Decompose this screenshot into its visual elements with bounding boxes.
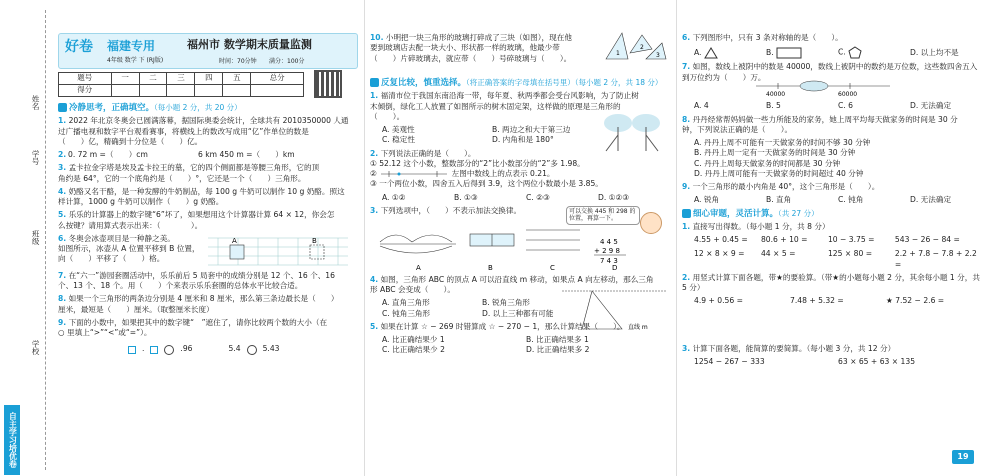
option[interactable]: D. 无法确定 [910, 195, 952, 205]
question-s2-1-options [382, 125, 602, 146]
exam-title: 福州市 数学期末质量监测 [187, 38, 312, 51]
compare-circle[interactable] [247, 345, 257, 355]
question-s2-3: 3. 下列选项中，（ ）不表示加法交换律。 可以交换 445 和 298 的位置，再算一下。 A B C D 4 4 5 + 2 9 8 7 4 3 [370, 206, 670, 272]
number-line-mini [379, 169, 449, 179]
section-1 [58, 100, 356, 358]
option[interactable]: D. 无法确定 [910, 101, 952, 111]
calc-item: 7.48 + 5.32 = [790, 296, 844, 306]
option[interactable]: C. 比正确结果少 2 [382, 345, 445, 355]
brand-logo: 好卷 [65, 39, 93, 55]
question-s2-2: 2. 下列说法正确的是（ ）。 ① 52.12 这个小数，整数部分的“2”比小数部分的“2”多 1.98。 ② 左图中数线上的点表示 0.21。 ③ 一个两位小数，四舍五入后得到 3.9，这个两位小数最小是 3.85。 [370, 148, 603, 189]
option[interactable]: C. 稳定性 [382, 135, 415, 145]
score-table-header-row [59, 73, 304, 85]
score-cell: 题号 [59, 73, 112, 85]
option[interactable]: A. 丹丹上周不可能有一天做家务的时间不够 30 分钟 [694, 138, 871, 147]
score-input[interactable] [167, 85, 195, 97]
svg-text:1: 1 [616, 50, 620, 57]
svg-text:+ 2 9 8: + 2 9 8 [594, 246, 620, 255]
question-7: 7. 在“六一”游园套圈活动中，乐乐前后 5 局套中的成绩分别是 12 个、16 个、16 个、13 个、18 个。用（ ）个来表示乐乐套圈的总体水平比较合适。 [58, 270, 335, 291]
score-cell: 总分 [251, 73, 304, 85]
score-cell: 五 [223, 73, 251, 85]
score-input[interactable] [251, 85, 304, 97]
option[interactable]: D. ①②③ [598, 192, 630, 202]
svg-text:直线 m: 直线 m [628, 323, 648, 331]
header-banner [58, 33, 358, 69]
exam-score: 满分：100分 [269, 58, 305, 65]
option[interactable]: D. 丹丹上周可能有一天做家务的时间超过 40 分钟 [694, 168, 864, 178]
section-2 [370, 75, 670, 359]
svg-text:2: 2 [640, 44, 644, 51]
section-icon [58, 103, 67, 112]
svg-text:4 4 5: 4 4 5 [600, 237, 618, 246]
calc-item: 80.6 + 10 = [760, 235, 808, 245]
binding-field-id: 学号 [31, 150, 41, 165]
score-input[interactable] [111, 85, 139, 97]
triangle-line-figure [562, 285, 666, 331]
column-right [682, 0, 982, 476]
score-input[interactable] [223, 85, 251, 97]
calc-item: 44 × 5 = [760, 249, 796, 259]
tree-support-figure [598, 113, 666, 153]
question-4: 4. 奶酪又名干酪，是一种发酵的牛奶制品，每 100 g 牛奶可以制作 10 g 奶酪。照这 样计算，1000 g 牛奶可以制作（ ）g 奶酪。 [58, 186, 345, 207]
page-number: 19 [952, 450, 974, 464]
column-divider [364, 0, 365, 476]
figure-label-a: A [416, 263, 421, 272]
figure-label-b: B [488, 263, 493, 272]
speech-bubble: 可以交换 445 和 298 的位置，再算一下。 [566, 206, 640, 225]
binding-strip [0, 0, 55, 476]
option[interactable]: B. 锐角三角形 [482, 298, 531, 308]
option[interactable]: B. 两边之和大于第三边 [492, 125, 571, 135]
calc-1-items [694, 235, 982, 270]
score-cell: 二 [139, 73, 167, 85]
calc-2: 2. 用竖式计算下面各题，带★的要验算。（带★的小题每小题 2 分，其余每小题 1 分，共 5 分） [682, 272, 980, 293]
calc-item: 12 × 8 × 9 = [694, 249, 745, 259]
option[interactable]: C. [838, 46, 910, 59]
grid-label-a: A [232, 236, 237, 245]
option[interactable]: D. 内角和是 180° [492, 135, 554, 145]
score-input[interactable] [195, 85, 223, 97]
hidden-digit-box [150, 346, 158, 354]
figure-label-c: C [550, 263, 555, 272]
score-cell: 四 [195, 73, 223, 85]
option[interactable]: D. 比正确结果多 2 [526, 345, 590, 355]
option[interactable]: D. 以上均不是 [910, 47, 959, 57]
score-cell: 三 [167, 73, 195, 85]
option[interactable]: A. 比正确结果少 1 [382, 335, 445, 345]
binding-field-class: 班级 [31, 230, 41, 245]
binding-field-school: 学校 [31, 340, 41, 355]
calc-3-items [694, 357, 982, 367]
question-8: 8. 如果一个三角形的两条边分别是 4 厘米和 8 厘米，那么第三条边最长是（ ） 厘米，最短是（ ）厘米。（取整厘米长度） [58, 294, 339, 314]
calc-item: 10 − 3.75 = [827, 235, 875, 245]
question-s2-6: 6. 下列图形中，只有 3 条对称轴的是（ ）。 A. B. C. D. 以上均不是 7. 如图，数线上被阴中的数是 40000，数线上被阴中的数约是万位数，这些数四舍五入到万位约为（ ）万。 40000 60000 A. 4 B. 5 C. 6 D. 无法确定 8. 丹丹经常帮妈妈做一些力所能及的家务，她上周平均每天做家务的时间是 30 分 钟，下列说法正确的是（ ）。 A. 丹丹上周不可能有一天做家务的时间不够 30 分钟 B. 丹丹上周一定有一天做家务的时间是 30 分钟 C. 丹丹上周每天做家务的时间都是 30 分钟 D. 丹丹上周可能有一天做家务的时间超过 40 分钟 9. 一个三角形的最小内角是 40°，这个三角形是（ ）。 A. 锐角 B. 直角 C. 钝角 D. 无法确定 细心审题，灵活计算。（共 27 分） 1. 直接写出得数。（每小题 1 分，共 8 分） 4.55 + 0.45 = 80.6 + 10 = 10 − 3.75 = 543 − 26 − 84 = 12 × 8 × 9 = 44 × 5 = 125 × 80 = 2.2 + 7.8 − 7.8 + 2.2 = 2. 用竖式计算下面各题，带★的要验算。（带★的小题每小题 2 分，其余每小题 1 分，共 5 分） 4.9 + 0.56 = 7.48 + 5.32 = ★ 7.52 − 2.6 = 3. 计算下面各题，能简算的要简算。（每小题 3 分，共 12 分） 1254 − 267 − 333 63 × 65 + 63 × 135 [682, 33, 982, 370]
score-table [58, 72, 304, 97]
compare-circle[interactable] [164, 345, 174, 355]
option[interactable]: A. [694, 47, 766, 59]
question-3: 3. 孟卡拉金字塔是埃及孟卡拉王的墓，它的四个侧面都是等腰三角形，它的顶 角约是 64°，它的一个底角约是（ ）°，它还是一个（ ）三角形。 [58, 163, 320, 183]
score-cell: 得分 [59, 85, 112, 97]
qr-code [314, 70, 342, 98]
edition-label: 福建专用 [107, 39, 156, 53]
question-s2-4: 4. 如图，三角形 ABC 的顶点 A 可以沿直线 m 移动，如果点 A 向左移动，那么三角 形 ABC 会变成（ ）。 直线 m [370, 275, 670, 296]
score-cell: 一 [111, 73, 139, 85]
number-line-figure [754, 74, 894, 96]
option[interactable]: C. 丹丹上周每天做家务的时间都是 30 分钟 [694, 158, 841, 168]
question-1: 1. 2022 年北京冬奥会已圆满落幕，据国际奥委会统计，全球共有 2010350000 人通 过广播电视和数字平台观看赛事，将横线上的数改写成用“亿”作单位的数是 （ ）亿，精确到十分位是（ ）亿。 [58, 116, 349, 146]
column-divider [676, 0, 677, 476]
svg-text:3: 3 [656, 52, 660, 59]
option[interactable]: C. ②③ [526, 192, 550, 202]
tick-label: 40000 [766, 91, 786, 97]
exam-time: 时间：70分钟 [219, 58, 257, 65]
section-2-title: 反复比较，慎重选择。（将正确答案的字母填在括号里）（每小题 2 分，共 18 分） [370, 78, 670, 89]
section-icon [370, 78, 379, 87]
question-s2-6-options [694, 46, 982, 59]
option[interactable]: B. 比正确结果多 1 [526, 335, 589, 345]
question-s2-8: 8. 丹丹经常帮妈妈做一些力所能及的家务，她上周平均每天做家务的时间是 30 分 钟，下列说法正确的是（ ）。 [682, 114, 958, 134]
option[interactable]: A. 美观性 [382, 125, 415, 135]
calc-2-workspace[interactable] [682, 310, 982, 344]
section-icon [682, 209, 691, 218]
question-10: 10. 小明把一块三角形的玻璃打碎成了三块（如图），现在他 要到玻璃店去配一块大小、形状都一样的玻璃，他最少带 （ ）片碎玻璃去，就应带（ ）号碎玻璃与（ ）。 1 2 3 [370, 33, 670, 67]
question-s2-2-options [382, 193, 670, 203]
column-middle [370, 0, 670, 476]
option[interactable]: C. 钝角三角形 [382, 308, 431, 318]
calc-1: 1. 直接写出得数。（每小题 1 分，共 8 分） [682, 221, 830, 231]
question-s2-5-options [382, 335, 670, 356]
tick-label: 60000 [838, 91, 858, 97]
question-s2-7-options [694, 101, 982, 111]
option[interactable]: A. ①② [382, 192, 406, 202]
option[interactable]: B. 丹丹上周一定有一天做家务的时间是 30 分钟 [694, 148, 856, 158]
addition-figures [376, 220, 668, 272]
grid-label-b: B [312, 236, 317, 245]
option[interactable]: D. 以上三种都有可能 [482, 308, 554, 318]
score-table-score-row [59, 85, 304, 97]
pentagon-shape-icon [848, 46, 862, 59]
question-s2-1: 1. 福清市位于我国东南沿海一带，每年夏、秋两季都会受台风影响，为了防止树 木倾倒，绿化工人放置了如图所示的树木固定架，这样做的原理是三角形的 （ ）。 [370, 91, 670, 122]
binding-title: 自主学习培优卷 [4, 405, 20, 475]
grade-label: 4年级 数学 下 (RJ版) [107, 57, 164, 64]
question-s2-9: 9. 一个三角形的最小内角是 40°，这个三角形是（ ）。 [682, 182, 880, 191]
option[interactable]: C. 6 [838, 101, 853, 111]
question-s2-5: 5. 如果在计算 ☆ − 269 时错算成 ☆ − 270 − 1，那么计算结果（ ）。 [370, 321, 625, 331]
column-left [58, 0, 358, 476]
option[interactable]: B. ①③ [454, 192, 478, 202]
calc-item: 1254 − 267 − 333 [694, 356, 765, 366]
calc-item: ★ 7.52 − 2.6 = [886, 296, 945, 306]
question-6: 6. 冬奥会冰壶项目是一种静之美。 如图所示，冰壶从 A 位置平移到 B 位置， 向（ ）平移了（ ）格。 A B [58, 234, 356, 268]
question-s2-7: 7. 如图，数线上被阴中的数是 40000，数线上被阴中的数约是万位数，这些数四舍五入到万位约为（ ）万。 40000 60000 [682, 62, 978, 97]
calc-2-items [694, 296, 982, 306]
section-3-title: 细心审题，灵活计算。（共 27 分） [682, 209, 982, 220]
calc-3: 3. 计算下面各题，能简算的要简算。（每小题 3 分，共 12 分） [682, 343, 896, 353]
option[interactable]: B. [766, 47, 838, 59]
binding-field-name: 姓名 [31, 95, 41, 110]
svg-text:7 4 3: 7 4 3 [600, 256, 618, 265]
calc-item: 125 × 80 = [827, 249, 873, 259]
rectangle-shape-icon [776, 47, 802, 59]
hidden-digit-box [128, 346, 136, 354]
question-s2-8-options [694, 138, 982, 179]
triangle-shape-icon [704, 47, 718, 59]
question-9: 9. 下面的小数中，如果把其中的数字键“ ”遮住了，请你比较两个数的大小（在 ○ 里填上“>”“<”或“=”）。 . .96 5.4 5.43 [58, 318, 356, 355]
question-s2-4-options [382, 298, 582, 319]
binding-dashed-line [45, 10, 46, 470]
question-s2-9-options [694, 195, 982, 205]
section-1-title: 冷静思考，正确填空。（每小题 2 分，共 20 分） [58, 103, 356, 114]
calc-item: 4.9 + 0.56 = [694, 296, 743, 306]
option[interactable]: A. 4 [694, 101, 709, 111]
option[interactable]: A. 直角三角形 [382, 298, 430, 308]
calc-item: 2.2 + 7.8 − 7.8 + 2.2 = [894, 249, 977, 269]
option[interactable]: B. 直角 [766, 195, 792, 205]
calc-item: 4.55 + 0.45 = [694, 235, 748, 245]
question-9-items: . .96 5.4 5.43 [128, 344, 356, 354]
calc-item: 63 × 65 + 63 × 135 [838, 356, 916, 366]
broken-glass-figure [602, 29, 668, 63]
curling-grid-figure [208, 232, 348, 268]
option[interactable]: C. 钝角 [838, 195, 864, 205]
figure-label-d: D [612, 263, 618, 272]
calc-item: 543 − 26 − 84 = [894, 235, 960, 245]
question-5: 5. 乐乐的计算器上的数字键“6”坏了，如果想用这个计算器计算 64 × 12，你会怎 么按键？请用算式表示出来：（ ）。 [58, 210, 335, 230]
question-2: 2. 0. 72 m =（ ）cm 6 km 450 m =（ ）km [58, 150, 295, 160]
option[interactable]: B. 5 [766, 101, 781, 111]
option[interactable]: A. 锐角 [694, 195, 720, 205]
score-input[interactable] [139, 85, 167, 97]
